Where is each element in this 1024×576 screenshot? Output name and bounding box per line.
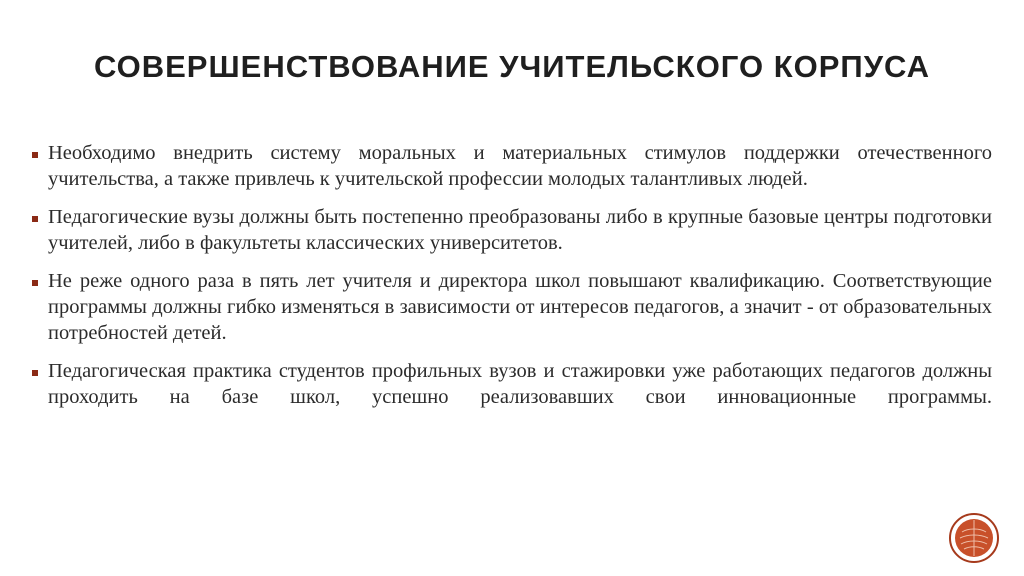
decorative-circle-logo-icon [948, 512, 1000, 564]
bullet-marker [32, 370, 38, 376]
bullet-text: Педагогическая практика студентов профильных вузов и стажировки уже работающих педагогов должны проходить на базе школ, успешно реализовавших свои инновационные программы. [48, 360, 992, 408]
bullet-list [30, 140, 992, 422]
bullet-marker [32, 152, 38, 158]
bullet-item-3 [30, 268, 992, 346]
bullet-item-2 [30, 204, 992, 256]
bullet-text: Необходимо внедрить систему моральных и материальных стимулов поддержки отечественного учительства, а также привлечь к учительской профессии молодых талантливых людей. [48, 142, 992, 190]
bullet-text: Педагогические вузы должны быть постепенно преобразованы либо в крупные базовые центры подготовки учителей, либо в факультеты классических университетов. [48, 206, 992, 254]
bullet-item-1 [30, 140, 992, 192]
bullet-text: Не реже одного раза в пять лет учителя и директора школ повышают квалификацию. Соответствующие программы должны гибко изменяться в зависимости от интересов педагогов, а значит - от образовательных потребностей детей. [48, 270, 992, 344]
slide-title: СОВЕРШЕНСТВОВАНИЕ УЧИТЕЛЬСКОГО КОРПУСА [94, 49, 930, 84]
bullet-item-4 [30, 358, 992, 410]
bullet-marker [32, 216, 38, 222]
bullet-marker [32, 280, 38, 286]
